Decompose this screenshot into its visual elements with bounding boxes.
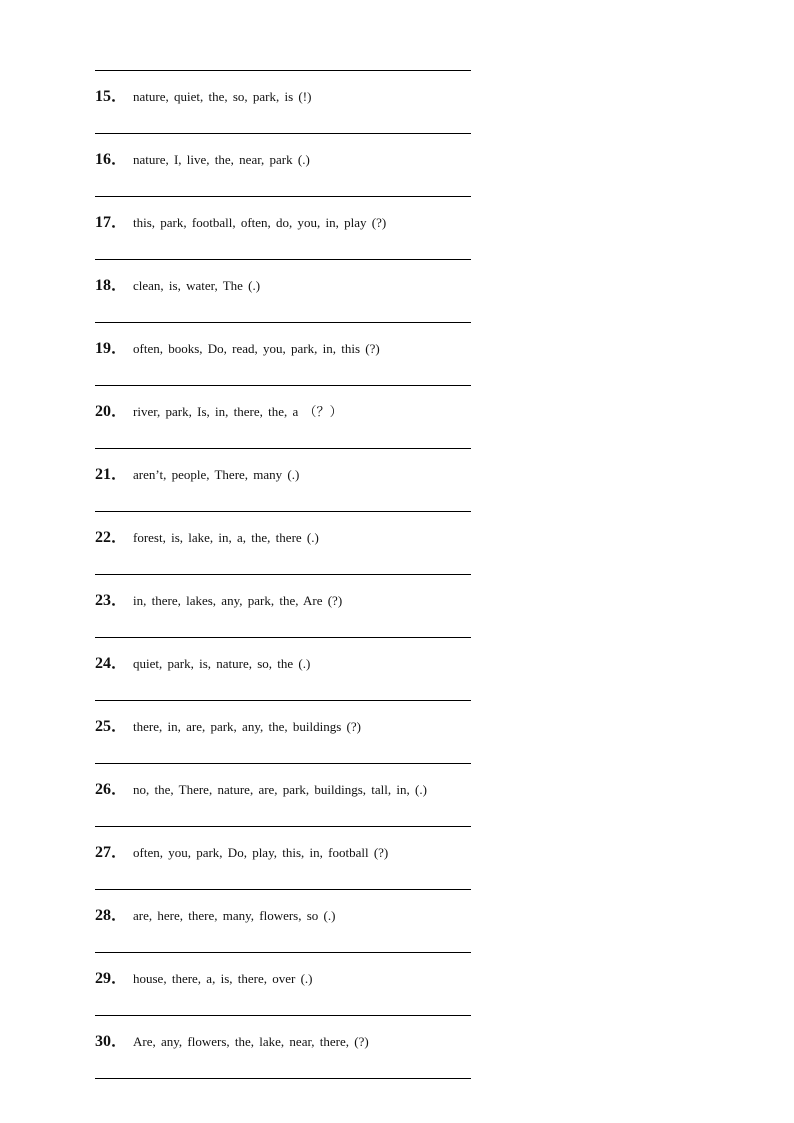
exercise-item <box>95 953 471 1016</box>
exercise-prompt <box>95 335 380 358</box>
scrambled-words: in, there, lakes, any, park, the, Are (?) <box>133 593 343 608</box>
scrambled-words: clean, is, water, The (.) <box>133 278 261 293</box>
question-number: 25． <box>95 718 128 735</box>
exercise-item <box>95 260 471 323</box>
exercise-prompt <box>95 209 386 232</box>
exercise-item <box>95 323 471 386</box>
exercise-item <box>95 512 471 575</box>
exercise-prompt <box>95 713 361 736</box>
question-number: 30． <box>95 1033 128 1050</box>
question-number: 24． <box>95 655 128 672</box>
exercise-item <box>95 197 471 260</box>
scrambled-words: forest, is, lake, in, a, the, there (.) <box>133 530 319 545</box>
question-number: 22． <box>95 529 128 546</box>
scrambled-words: often, books, Do, read, you, park, in, this (?) <box>133 341 380 356</box>
exercise-item <box>95 449 471 512</box>
question-number: 27． <box>95 844 128 861</box>
scrambled-words: are, here, there, many, flowers, so (.) <box>133 908 336 923</box>
exercise-prompt <box>95 461 299 484</box>
exercise-item <box>95 386 471 449</box>
exercise-item <box>95 701 471 764</box>
scrambled-words: often, you, park, Do, play, this, in, football (?) <box>133 845 389 860</box>
exercise-item <box>95 1016 471 1079</box>
scrambled-words: quiet, park, is, nature, so, the (.) <box>133 656 311 671</box>
scrambled-words: house, there, a, is, there, over (.) <box>133 971 313 986</box>
question-number: 28． <box>95 907 128 924</box>
exercise-prompt <box>95 398 343 421</box>
exercise-prompt <box>95 776 427 799</box>
question-number: 20． <box>95 403 128 420</box>
question-number: 17． <box>95 214 128 231</box>
scrambled-words: nature, quiet, the, so, park, is (!) <box>133 89 312 104</box>
question-number: 26． <box>95 781 128 798</box>
question-number: 29． <box>95 970 128 987</box>
exercise-item <box>95 71 471 134</box>
scrambled-words: there, in, are, park, any, the, buildings (?) <box>133 719 361 734</box>
scrambled-words: aren’t, people, There, many (.) <box>133 467 300 482</box>
exercise-list <box>95 71 471 1079</box>
question-number: 16． <box>95 151 128 168</box>
exercise-item <box>95 575 471 638</box>
exercise-prompt <box>95 272 260 295</box>
exercise-prompt <box>95 587 342 610</box>
exercise-prompt <box>95 965 313 988</box>
question-number: 21． <box>95 466 128 483</box>
scrambled-words: Are, any, flowers, the, lake, near, there, (?) <box>133 1034 369 1049</box>
exercise-item <box>95 638 471 701</box>
worksheet <box>95 70 471 1079</box>
exercise-prompt <box>95 524 319 547</box>
scrambled-words: river, park, Is, in, there, the, a （？） <box>133 404 343 419</box>
exercise-item <box>95 134 471 197</box>
question-number: 15． <box>95 88 128 105</box>
scrambled-words: this, park, football, often, do, you, in, play (?) <box>133 215 387 230</box>
exercise-prompt <box>95 902 335 925</box>
exercise-prompt <box>95 83 311 106</box>
question-number: 18． <box>95 277 128 294</box>
question-number: 19． <box>95 340 128 357</box>
answer-line <box>95 1078 471 1079</box>
exercise-prompt <box>95 650 310 673</box>
exercise-item <box>95 764 471 827</box>
scrambled-words: nature, I, live, the, near, park (.) <box>133 152 310 167</box>
scrambled-words: no, the, There, nature, are, park, buildings, tall, in, (.) <box>133 782 427 797</box>
exercise-prompt <box>95 146 310 169</box>
exercise-item <box>95 827 471 890</box>
question-number: 23． <box>95 592 128 609</box>
exercise-prompt <box>95 1028 369 1051</box>
exercise-prompt <box>95 839 388 862</box>
exercise-item <box>95 890 471 953</box>
